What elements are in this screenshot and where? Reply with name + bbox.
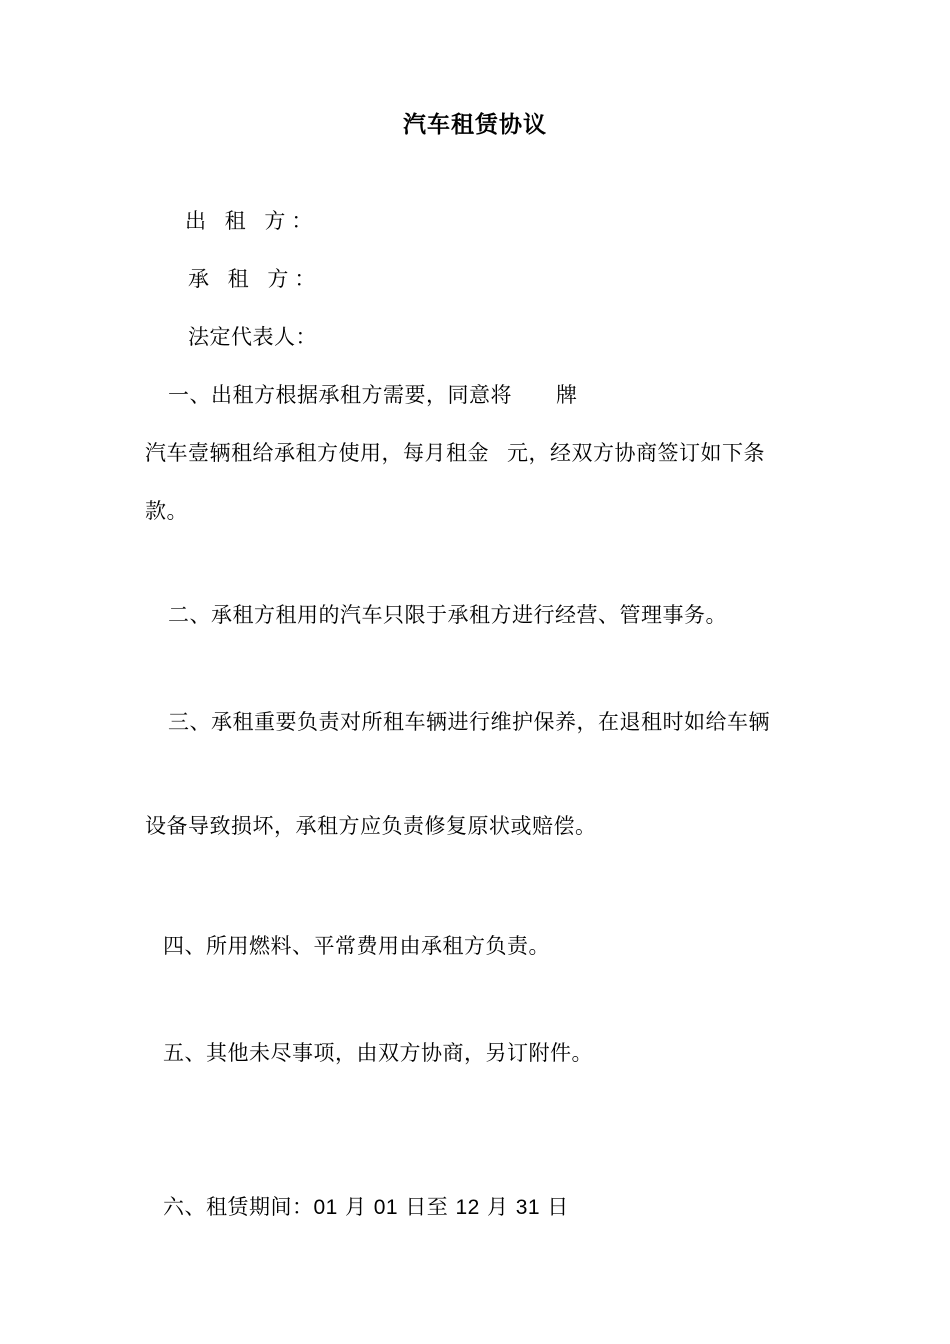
- clause-2: 二、承租方租用的汽车只限于承租方进行经营、管理事务。: [168, 603, 727, 627]
- clause-6: [163, 1193, 569, 1222]
- document-title: 汽车租赁协议: [403, 111, 547, 138]
- start-month: 01: [313, 1196, 338, 1219]
- lessor-label: 出 租 方：: [185, 209, 319, 233]
- start-day: 01: [373, 1196, 399, 1219]
- clause-3-line-1: 三、承租重要负责对所租车辆进行维护保养，在退租时如给车辆: [168, 710, 770, 734]
- clause-1-line-3: 款。: [145, 499, 188, 523]
- clause-1-line-2: [145, 439, 765, 467]
- clause-4: 四、所用燃料、平常费用由承租方负责。: [163, 934, 550, 958]
- end-month: 12: [455, 1196, 480, 1219]
- clause-6-label: 六、租赁期间：: [163, 1195, 314, 1219]
- clause-1-text-b: 牌: [556, 383, 578, 407]
- clause-3-line-2: 设备导致损坏，承租方应负责修复原状或赔偿。: [145, 814, 597, 838]
- month-char-1: 月: [345, 1195, 367, 1219]
- clause-5: 五、其他未尽事项，由双方协商，另订附件。: [163, 1041, 593, 1065]
- day-to: 日至: [405, 1195, 449, 1219]
- lessee-label: 承 租 方：: [188, 267, 322, 291]
- clause-1-text-a: 一、出租方根据承租方需要，同意将: [168, 383, 512, 407]
- clause-1-line-1: [168, 381, 578, 409]
- end-day: 31: [515, 1196, 541, 1219]
- day-char: 日: [547, 1195, 569, 1219]
- legal-representative-label: 法定代表人：: [188, 325, 317, 349]
- clause-1-rent-text-b: 元，经双方协商签订如下条: [507, 441, 765, 465]
- clause-1-rent-text-a: 汽车壹辆租给承租方使用，每月租金: [145, 441, 489, 465]
- month-char-2: 月: [487, 1195, 509, 1219]
